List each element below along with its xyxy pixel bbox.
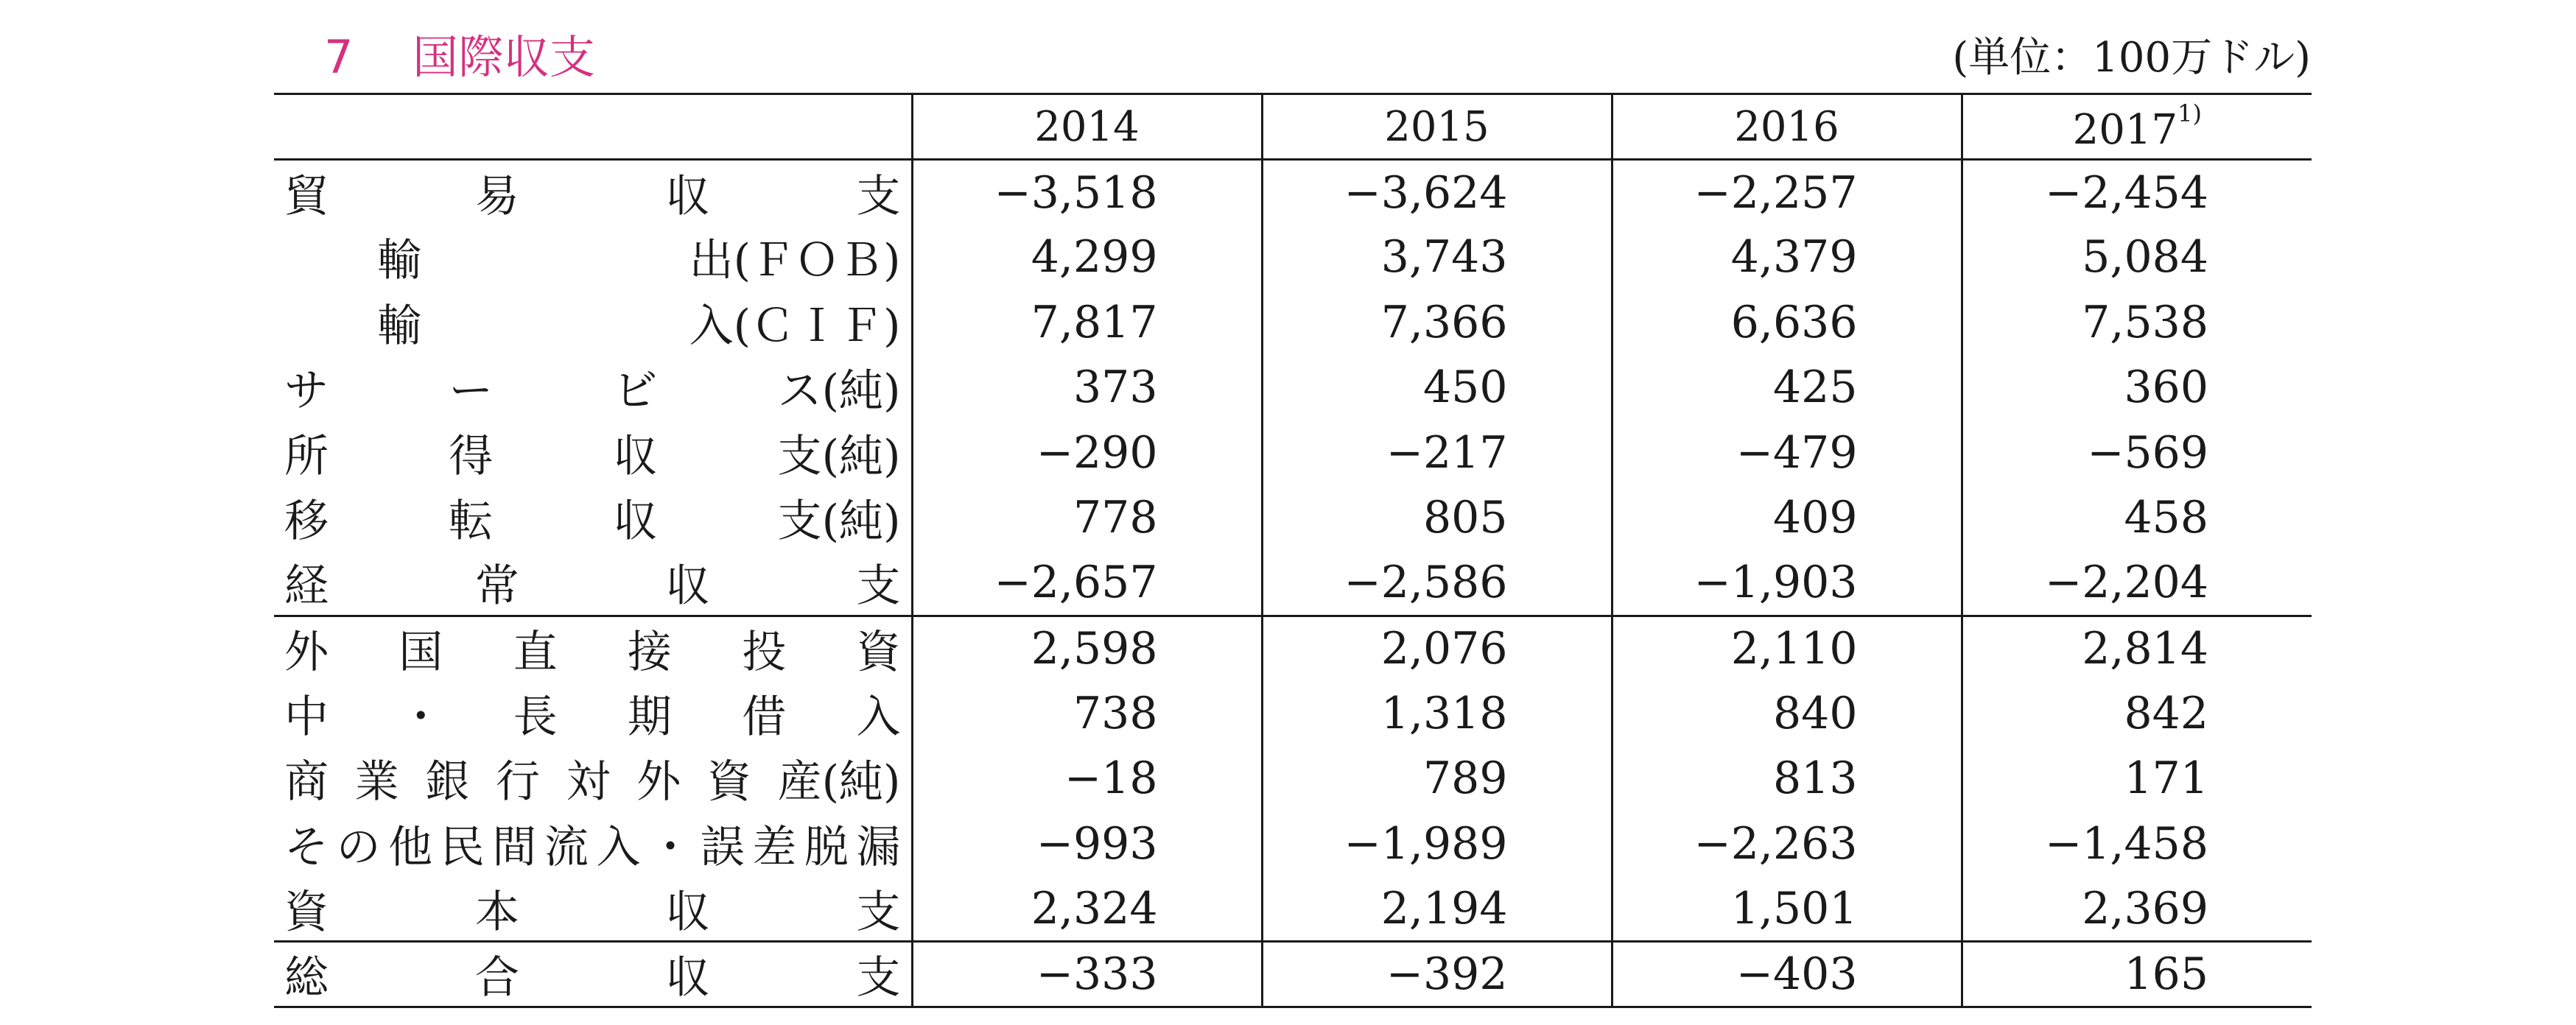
row-value-2016: 4,379 [1612, 225, 1962, 290]
table-row [274, 551, 2312, 616]
row-value-2014: 2,598 [912, 616, 1262, 681]
row-label [274, 551, 912, 616]
row-value-2015: 1,318 [1262, 681, 1612, 747]
table-row [274, 290, 2312, 356]
row-label [274, 876, 912, 942]
row-value-2015: −3,624 [1262, 160, 1612, 225]
row-value-2016: −2,263 [1612, 811, 1962, 877]
row-value-2017: 7,538 [1962, 290, 2312, 356]
row-label [274, 811, 912, 877]
row-label-text: 移 転 収 支(純) [284, 496, 901, 548]
row-value-2016: 425 [1612, 355, 1962, 420]
row-label-text: 中 ・ 長 期 借 入 [284, 691, 901, 743]
table-number: 7 [324, 30, 354, 84]
row-value-2015: 2,076 [1262, 616, 1612, 681]
row-value-2014: −3,518 [912, 160, 1262, 225]
row-value-2014: 4,299 [912, 225, 1262, 290]
row-value-2015: 3,743 [1262, 225, 1612, 290]
header-year-2015: 2015 [1262, 94, 1612, 160]
row-value-2016: 813 [1612, 746, 1962, 811]
row-value-2017: −2,454 [1962, 160, 2312, 225]
row-value-2015: 450 [1262, 355, 1612, 420]
balance-of-payments-table [274, 93, 2312, 1008]
row-value-2015: −1,989 [1262, 811, 1612, 877]
table-row [274, 225, 2312, 290]
row-label [274, 616, 912, 681]
row-label [274, 681, 912, 747]
header-row [274, 94, 2312, 160]
row-value-2017: 2,814 [1962, 616, 2312, 681]
row-label [274, 290, 912, 356]
table-row [274, 616, 2312, 681]
row-value-2014: 2,324 [912, 876, 1262, 942]
row-value-2017: −1,458 [1962, 811, 2312, 877]
row-value-2017: 360 [1962, 355, 2312, 420]
table-row [274, 681, 2312, 747]
row-value-2017: 842 [1962, 681, 2312, 747]
row-value-2015: 7,366 [1262, 290, 1612, 356]
row-value-2016: −1,903 [1612, 551, 1962, 616]
row-label-text: サ ー ビ ス(純) [284, 365, 901, 418]
row-label [274, 485, 912, 551]
row-value-2016: 2,110 [1612, 616, 1962, 681]
row-label-text: 輸 入(ＣＩＦ) [377, 300, 901, 352]
row-label [274, 420, 912, 486]
row-value-2014: −290 [912, 420, 1262, 486]
row-value-2015: 2,194 [1262, 876, 1612, 942]
table-row [274, 746, 2312, 811]
row-value-2017: 2,369 [1962, 876, 2312, 942]
table-title [324, 21, 595, 86]
row-value-2017: 165 [1962, 942, 2312, 1007]
row-value-2017: 171 [1962, 746, 2312, 811]
row-value-2014: −18 [912, 746, 1262, 811]
header-year-2016: 2016 [1612, 94, 1962, 160]
table-row [274, 942, 2312, 1007]
header-year-2014: 2014 [912, 94, 1262, 160]
row-value-2015: −2,586 [1262, 551, 1612, 616]
row-value-2014: −993 [912, 811, 1262, 877]
row-value-2015: −217 [1262, 420, 1612, 486]
row-label-text: そ の 他 民 間 流 入 ・ 誤 差 脱 漏 [284, 821, 901, 873]
row-label-text: 貿 易 収 支 [284, 170, 901, 222]
row-label [274, 355, 912, 420]
row-label-text: 資 本 収 支 [284, 886, 901, 938]
row-value-2017: 458 [1962, 485, 2312, 551]
row-label-text: 経 常 収 支 [284, 560, 901, 612]
header-year-2017 [1962, 94, 2312, 160]
table-title-text: 国際収支 [413, 30, 596, 84]
row-value-2017: −2,204 [1962, 551, 2312, 616]
row-label-text: 所 得 収 支(純) [284, 430, 901, 482]
row-value-2015: −392 [1262, 942, 1612, 1007]
row-label-text: 外 国 直 接 投 資 [284, 627, 901, 678]
header-footnote: 1) [2177, 99, 2202, 127]
header-label-cell [274, 94, 912, 160]
row-value-2017: 5,084 [1962, 225, 2312, 290]
row-value-2014: 738 [912, 681, 1262, 747]
table-row [274, 420, 2312, 486]
row-label-text: 総 合 収 支 [284, 952, 901, 1004]
row-value-2014: 7,817 [912, 290, 1262, 356]
table-row [274, 485, 2312, 551]
unit-note: (単位：100万ドル) [1952, 34, 2311, 82]
row-value-2015: 805 [1262, 485, 1612, 551]
row-value-2014: 778 [912, 485, 1262, 551]
row-label [274, 225, 912, 290]
row-value-2014: −2,657 [912, 551, 1262, 616]
table-row [274, 876, 2312, 942]
row-value-2016: 6,636 [1612, 290, 1962, 356]
row-label [274, 746, 912, 811]
table-row [274, 355, 2312, 420]
row-value-2016: 840 [1612, 681, 1962, 747]
row-value-2014: −333 [912, 942, 1262, 1007]
row-value-2015: 789 [1262, 746, 1612, 811]
row-value-2016: −403 [1612, 942, 1962, 1007]
row-value-2016: 409 [1612, 485, 1962, 551]
row-value-2016: −2,257 [1612, 160, 1962, 225]
row-value-2014: 373 [912, 355, 1262, 420]
row-label [274, 942, 912, 1007]
header-year-2017-text: 2017 [2072, 106, 2178, 154]
table-row [274, 160, 2312, 225]
row-value-2016: −479 [1612, 420, 1962, 486]
table-row [274, 811, 2312, 877]
row-label-text: 商 業 銀 行 対 外 資 産(純) [284, 756, 901, 809]
row-value-2016: 1,501 [1612, 876, 1962, 942]
row-value-2017: −569 [1962, 420, 2312, 486]
row-label [274, 160, 912, 225]
row-label-text: 輸 出(ＦＯＢ) [377, 235, 901, 287]
